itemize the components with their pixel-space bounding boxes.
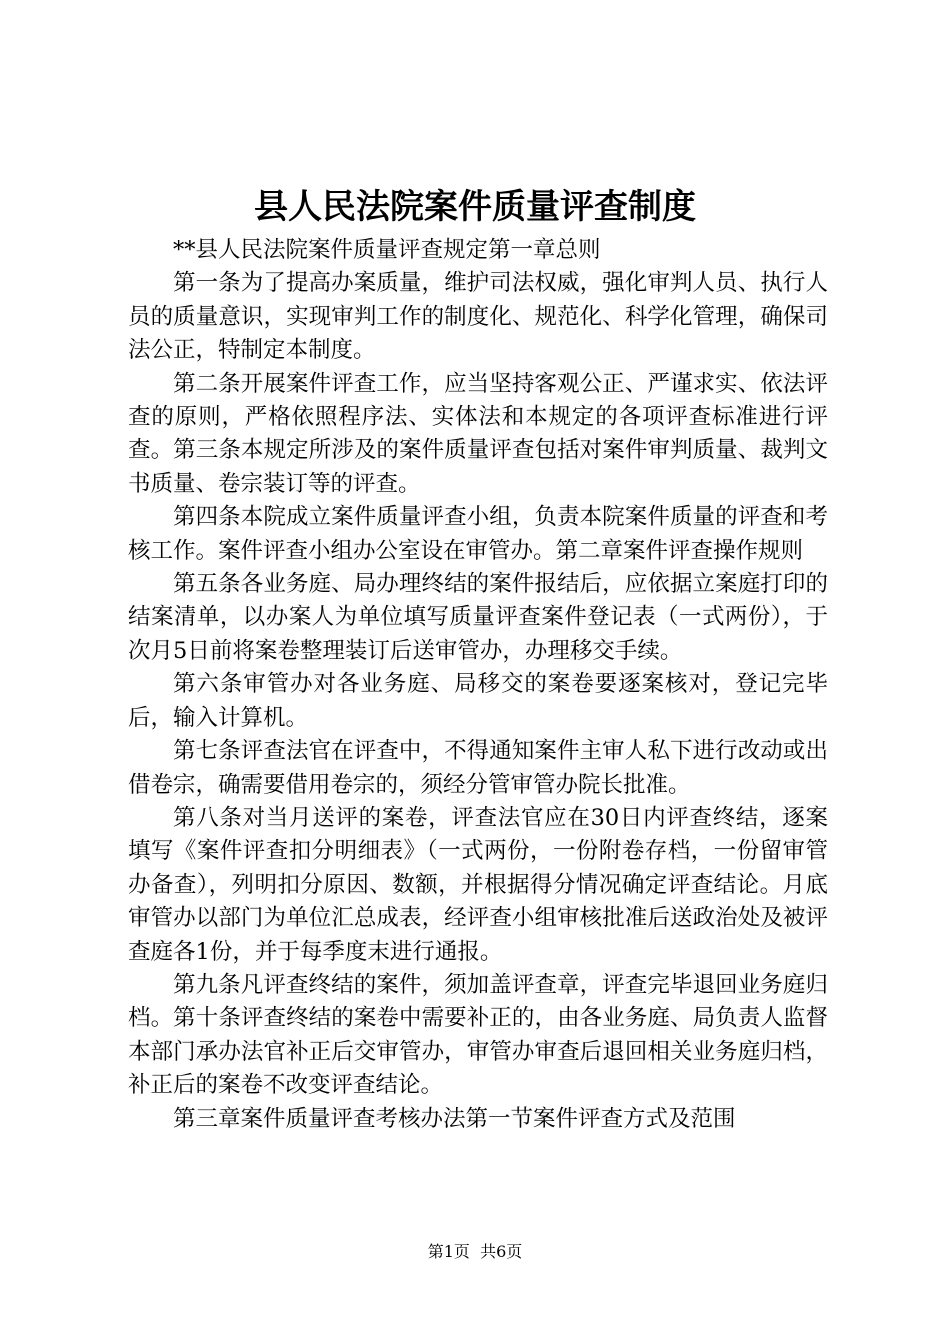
paragraph: 第三章案件质量评查考核办法第一节案件评查方式及范围: [173, 1105, 736, 1132]
paragraph: 第六条审管办对各业务庭、局移交的案卷要逐案核对，登记完毕后，输入计算机。: [128, 671, 828, 731]
paragraph: 第一条为了提高办案质量，维护司法权威，强化审判人员、执行人员的质量意识，实现审判工作的制度化、规范化、科学化管理，确保司法公正，特制定本制度。: [128, 270, 828, 364]
document-title: 县人民法院案件质量评查制度: [254, 187, 696, 227]
paragraph: **县人民法院案件质量评查规定第一章总则: [173, 237, 601, 263]
paragraph: 第五条各业务庭、局办理终结的案件报结后，应依据立案庭打印的结案清单，以办案人为单位填写质量评查案件登记表（一式两份），于次月5日前将案卷整理装订后送审管办，办理移交手续。: [128, 571, 828, 664]
page-footer: [0, 1240, 950, 1264]
page-total: 共6页: [480, 1242, 523, 1261]
paragraph: 第八条对当月送评的案卷，评查法官应在30日内评查终结，逐案填写《案件评查扣分明细表》（一式两份，一份附卷存档，一份留审管办备查），列明扣分原因、数额，并根据得分情况确定评查结论。月底审管办以部门为单位汇总成表，经评查小组审核批准后送政治处及被评查庭各1份，并于每季度末进行通报。: [128, 804, 828, 965]
paragraph: 第七条评查法官在评查中，不得通知案件主审人私下进行改动或出借卷宗，确需要借用卷宗的，须经分管审管办院长批准。: [128, 738, 828, 798]
paragraph: 第四条本院成立案件质量评查小组，负责本院案件质量的评查和考核工作。案件评查小组办公室设在审管办。第二章案件评查操作规则: [128, 504, 828, 564]
document-body: [128, 234, 828, 1136]
paragraph: 第九条凡评查终结的案件，须加盖评查章，评查完毕退回业务庭归档。第十条评查终结的案卷中需要补正的，由各业务庭、局负责人监督本部门承办法官补正后交审管办，审管办审查后退回相关业务庭归档，补正后的案卷不改变评查结论。: [128, 971, 828, 1099]
page-number: 第1页: [427, 1242, 470, 1261]
paragraph: 第二条开展案件评查工作，应当坚持客观公正、严谨求实、依法评查的原则，严格依照程序法、实体法和本规定的各项评查标准进行评查。第三条本规定所涉及的案件质量评查包括对案件审判质量、裁判文书质量、卷宗装订等的评查。: [128, 370, 828, 497]
